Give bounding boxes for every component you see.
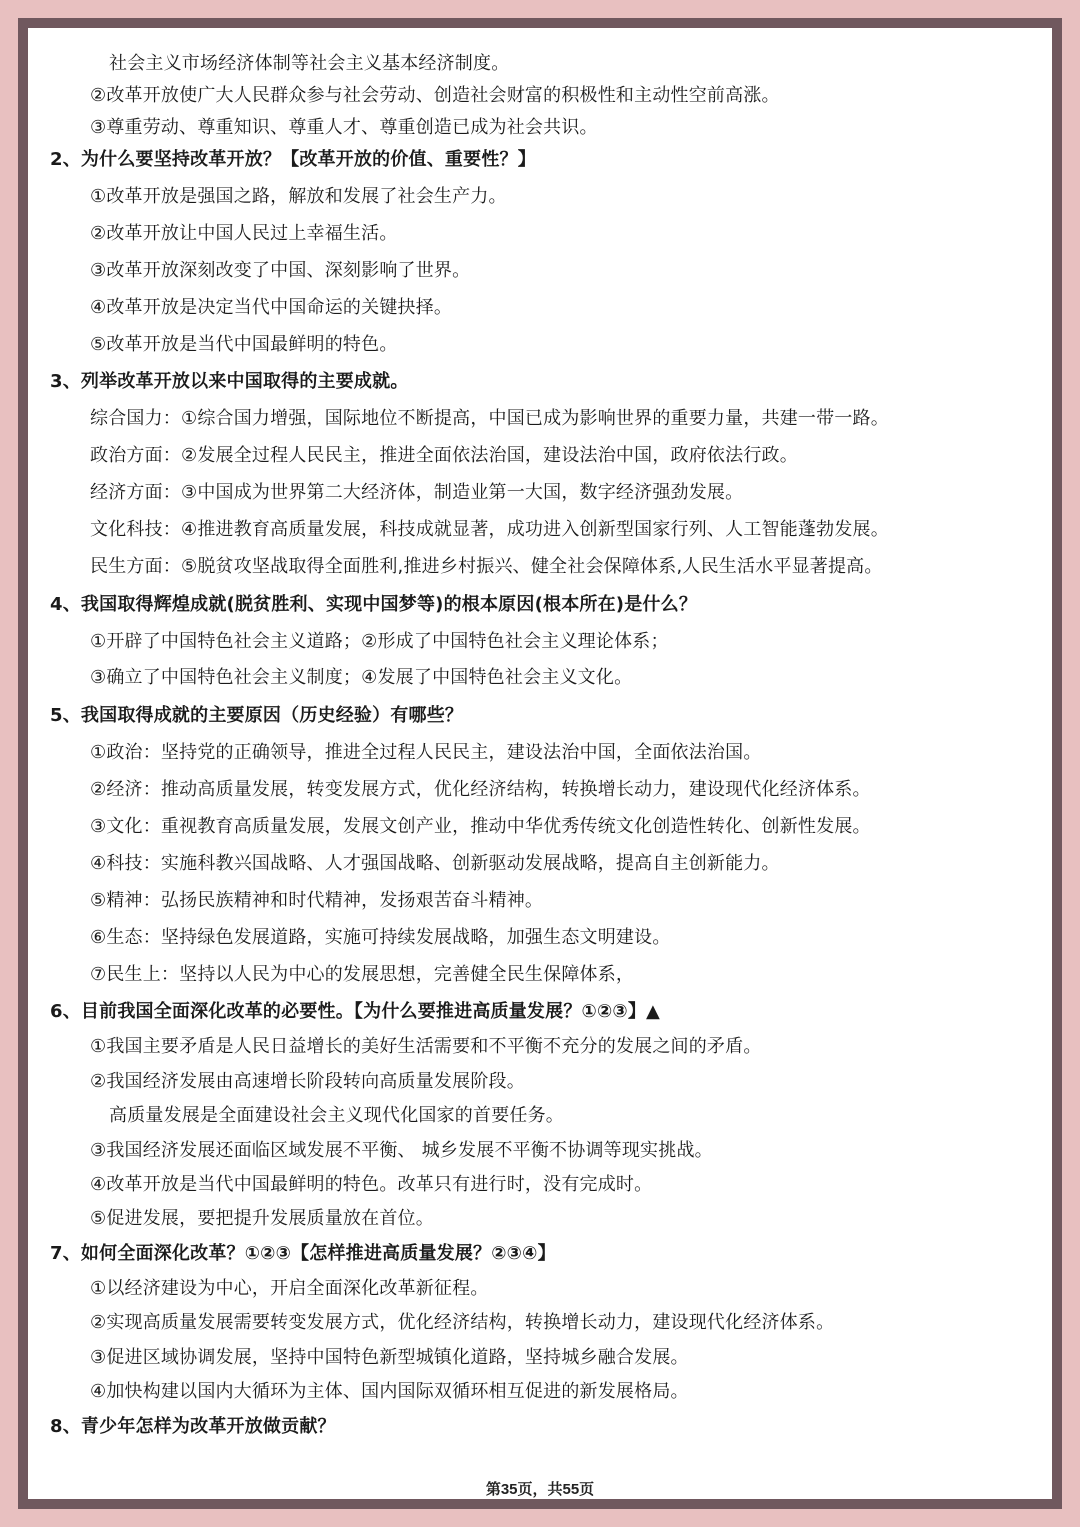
text-line: ②改革开放使广大人民群众参与社会劳动、创造社会财富的积极性和主动性空前高涨。 (90, 85, 780, 106)
text-line: ③文化：重视教育高质量发展，发展文创产业，推动中华优秀传统文化创造性转化、创新性发展。 (90, 816, 871, 837)
text-line: ③我国经济发展还面临区域发展不平衡、 城乡发展不平衡不协调等现实挑战。 (90, 1140, 713, 1161)
question-heading-2: 2、为什么要坚持改革开放？【改革开放的价值、重要性？】 (50, 149, 536, 170)
question-heading-6: 6、目前我国全面深化改革的必要性。【为什么要推进高质量发展？①②③】▲ (50, 1001, 661, 1022)
text-line: ②改革开放让中国人民过上幸福生活。 (90, 223, 398, 244)
text-line: ①政治：坚持党的正确领导，推进全过程人民民主，建设法治中国，全面依法治国。 (90, 742, 762, 763)
text-line: 政治方面：②发展全过程人民民主，推进全面依法治国，建设法治中国，政府依法行政。 (90, 445, 798, 466)
text-line: ④改革开放是决定当代中国命运的关键抉择。 (90, 297, 453, 318)
text-line: ③确立了中国特色社会主义制度；④发展了中国特色社会主义文化。 (90, 667, 633, 688)
text-line: 综合国力：①综合国力增强，国际地位不断提高，中国已成为影响世界的重要力量，共建一带一路。 (90, 408, 889, 429)
question-heading-3: 3、列举改革开放以来中国取得的主要成就。 (50, 371, 409, 392)
text-line: ①我国主要矛盾是人民日益增长的美好生活需要和不平衡不充分的发展之间的矛盾。 (90, 1036, 762, 1057)
text-line: ⑤改革开放是当代中国最鲜明的特色。 (90, 334, 398, 355)
text-line: ④改革开放是当代中国最鲜明的特色。改革只有进行时，没有完成时。 (90, 1174, 653, 1195)
text-line: ③尊重劳动、尊重知识、尊重人才、尊重创造已成为社会共识。 (90, 117, 598, 138)
text-line: 经济方面：③中国成为世界第二大经济体，制造业第一大国，数字经济强劲发展。 (90, 482, 744, 503)
text-line: ②实现高质量发展需要转变发展方式，优化经济结构，转换增长动力，建设现代化经济体系。 (90, 1312, 835, 1333)
text-line: ③改革开放深刻改变了中国、深刻影响了世界。 (90, 260, 471, 281)
text-line: ②我国经济发展由高速增长阶段转向高质量发展阶段。 (90, 1071, 525, 1092)
text-line-continuation: 高质量发展是全面建设社会主义现代化国家的首要任务。 (109, 1105, 564, 1126)
text-line: 民生方面：⑤脱贫攻坚战取得全面胜利,推进乡村振兴、健全社会保障体系,人民生活水平显著提高。 (90, 556, 883, 577)
question-heading-8: 8、青少年怎样为改革开放做贡献？ (50, 1416, 336, 1437)
text-line: ⑤促进发展，要把提升发展质量放在首位。 (90, 1208, 434, 1229)
text-line: ①以经济建设为中心，开启全面深化改革新征程。 (90, 1278, 489, 1299)
page-number-footer: 第35页，共55页 (485, 1481, 595, 1498)
text-line: ①改革开放是强国之路，解放和发展了社会生产力。 (90, 186, 507, 207)
text-line: ④科技：实施科教兴国战略、人才强国战略、创新驱动发展战略，提高自主创新能力。 (90, 853, 780, 874)
question-heading-7: 7、如何全面深化改革？①②③【怎样推进高质量发展？②③④】 (50, 1243, 556, 1264)
text-line: ⑤精神：弘扬民族精神和时代精神，发扬艰苦奋斗精神。 (90, 890, 544, 911)
question-heading-4: 4、我国取得辉煌成就(脱贫胜利、实现中国梦等)的根本原因(根本所在)是什么？ (50, 594, 698, 615)
text-line-continuation: 社会主义市场经济体制等社会主义基本经济制度。 (109, 53, 510, 74)
text-line: 文化科技：④推进教育高质量发展，科技成就显著，成功进入创新型国家行列、人工智能蓬勃发展。 (90, 519, 889, 540)
question-heading-5: 5、我国取得成就的主要原因（历史经验）有哪些？ (50, 705, 464, 726)
text-line: ④加快构建以国内大循环为主体、国内国际双循环相互促进的新发展格局。 (90, 1381, 689, 1402)
text-line: ②经济：推动高质量发展，转变发展方式，优化经济结构，转换增长动力，建设现代化经济体系。 (90, 779, 871, 800)
text-line: ③促进区域协调发展，坚持中国特色新型城镇化道路，坚持城乡融合发展。 (90, 1347, 689, 1368)
text-line: ⑥生态：坚持绿色发展道路，实施可持续发展战略，加强生态文明建设。 (90, 927, 671, 948)
text-line: ⑦民生上：坚持以人民为中心的发展思想，完善健全民生保障体系， (90, 964, 635, 985)
text-line: ①开辟了中国特色社会主义道路；②形成了中国特色社会主义理论体系； (90, 631, 669, 652)
